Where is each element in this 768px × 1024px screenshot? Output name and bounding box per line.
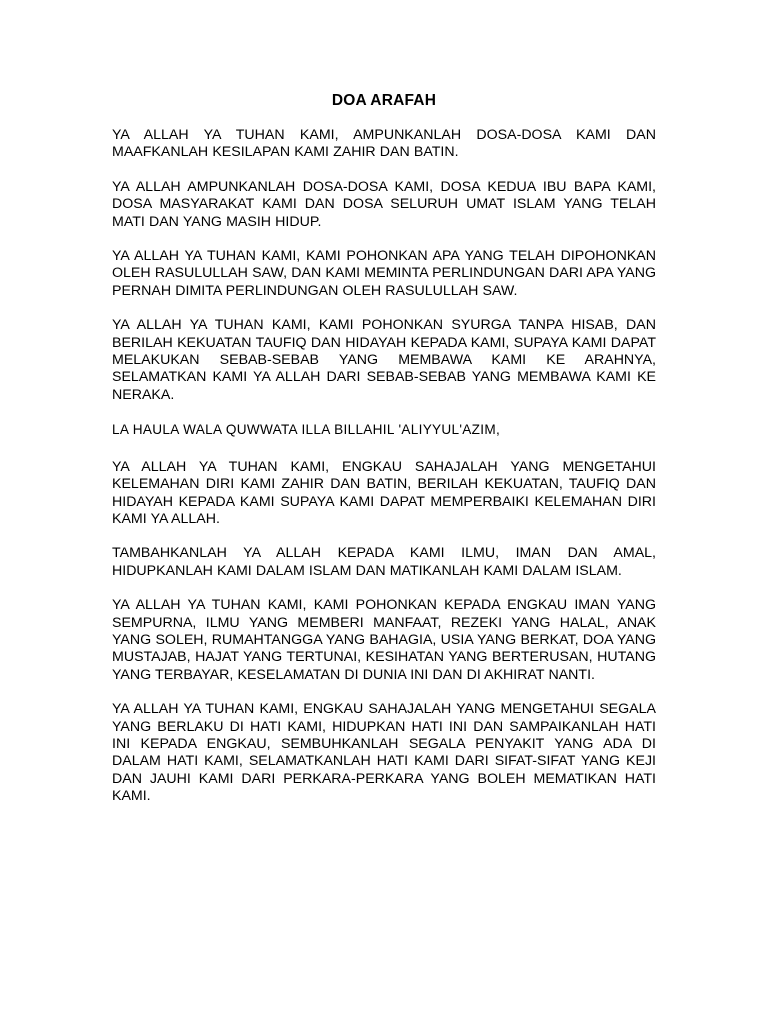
paragraph-2: YA ALLAH AMPUNKANLAH DOSA-DOSA KAMI, DOSA KEDUA IBU BAPA KAMI, DOSA MASYARAKAT KAMI DAN DOSA SELURUH UMAT ISLAM YANG TELAH MATI DAN YANG MASIH HIDUP. xyxy=(112,178,656,230)
paragraph-3: YA ALLAH YA TUHAN KAMI, KAMI POHONKAN APA YANG TELAH DIPOHONKAN OLEH RASULULLAH SAW, DAN KAMI MEMINTA PERLINDUNGAN DARI APA YANG PERNAH DIMITA PERLINDUNGAN OLEH RASULULLAH SAW. xyxy=(112,248,656,299)
paragraph-4: YA ALLAH YA TUHAN KAMI, KAMI POHONKAN SYURGA TANPA HISAB, DAN BERILAH KEKUATAN TAUFIQ DAN HIDAYAH KEPADA KAMI, SUPAYA KAMI DAPAT MELAKUKAN SEBAB-SEBAB YANG MEMBAWA KAMI KE ARAHNYA, SELAMATKAN KAMI YA ALLAH DARI SEBAB-SEBAB YANG MEMBAWA KAMI KE NERAKA. xyxy=(112,317,656,403)
paragraph-9: YA ALLAH YA TUHAN KAMI, ENGKAU SAHAJALAH YANG MENGETAHUI SEGALA YANG BERLAKU DI HATI KAMI, HIDUPKAN HATI INI DAN SAMPAIKANLAH HATI INI KEPADA ENGKAU, SEMBUHKANLAH SEGALA PENYAKIT YANG ADA DI DALAM HATI KAMI, SELAMATKANLAH HATI KAMI DARI SIFAT-SIFAT YANG KEJI DAN JAUHI KAMI DARI PERKARA-PERKARA YANG BOLEH MEMATIKAN HATI KAMI. xyxy=(112,701,656,805)
paragraph-8: YA ALLAH YA TUHAN KAMI, KAMI POHONKAN KEPADA ENGKAU IMAN YANG SEMPURNA, ILMU YANG MEMBERI MANFAAT, REZEKI YANG HALAL, ANAK YANG SOLEH, RUMAHTANGGA YANG BAHAGIA, USIA YANG BERKAT, DOA YANG MUSTAJAB, HAJAT YANG TERTUNAI, KESIHATAN YANG BERTERUSAN, HUTANG YANG TERBAYAR, KESELAMATAN DI DUNIA INI DAN DI AKHIRAT NANTI. xyxy=(112,597,656,683)
paragraph-7: TAMBAHKANLAH YA ALLAH KEPADA KAMI ILMU, IMAN DAN AMAL, HIDUPKANLAH KAMI DALAM ISLAM DAN MATIKANLAH KAMI DALAM ISLAM. xyxy=(112,545,656,579)
document-title: DOA ARAFAH xyxy=(331,92,437,109)
paragraph-6: YA ALLAH YA TUHAN KAMI, ENGKAU SAHAJALAH YANG MENGETAHUI KELEMAHAN DIRI KAMI ZAHIR DAN BATIN, BERILAH KEKUATAN, TAUFIQ DAN HIDAYAH KEPADA KAMI SUPAYA KAMI DAPAT MEMPERBAIKI KELEMAHAN DIRI KAMI YA ALLAH. xyxy=(112,458,656,527)
paragraph-5: LA HAULA WALA QUWWATA ILLA BILLAHIL 'ALIYYUL'AZIM, xyxy=(112,422,501,438)
paragraph-1: YA ALLAH YA TUHAN KAMI, AMPUNKANLAH DOSA-DOSA KAMI DAN MAAFKANLAH KESILAPAN KAMI ZAHIR DAN BATIN. xyxy=(112,127,656,161)
